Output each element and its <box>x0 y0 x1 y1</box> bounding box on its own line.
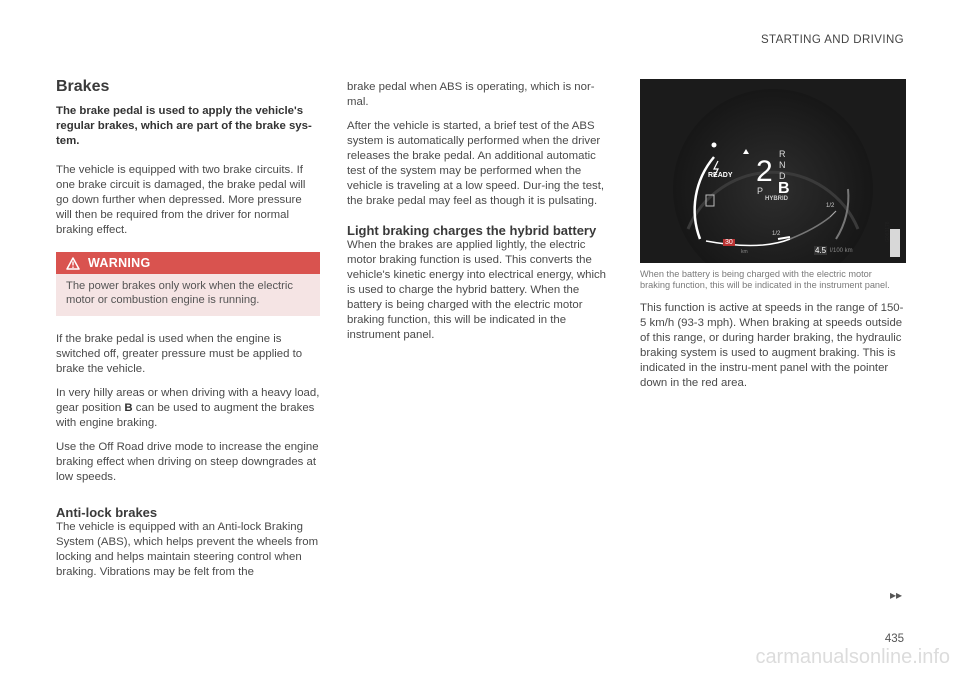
speed-readout: 30 <box>725 239 733 246</box>
figure-caption: When the battery is being charged with the electric motor braking function, this will be indicated in the instrument panel. <box>640 269 890 290</box>
gear-p: P <box>757 186 764 196</box>
page-number: 435 <box>884 633 904 645</box>
p3-before: In very hilly areas or when driving with a heavy load, gear position <box>56 387 320 414</box>
abs-heading: Anti-lock brakes <box>56 505 158 520</box>
watermark: carmanualsonline.info <box>755 646 950 668</box>
ready-label: READY <box>708 172 733 179</box>
abs-paragraph-1-cont: brake pedal when ABS is operating, which is nor-mal. <box>347 81 595 108</box>
abs-paragraph-2: After the vehicle is started, a brief test of the ABS system is automatically performed when the driver releases the brake pedal. An additional automatic test of the system may be performed when the vehicle is traveling at a low speed. Dur-ing the test, the brake pedal may feel as though it is pulsating. <box>347 120 605 207</box>
gear-b-label: B <box>124 402 133 414</box>
figure-code: G063178 <box>885 221 891 242</box>
speed-unit: km <box>741 249 748 255</box>
section-header: STARTING AND DRIVING <box>760 34 904 46</box>
consumption-readout: 4.5 <box>815 246 827 255</box>
warning-box <box>56 252 320 316</box>
gear-d: D <box>779 171 786 181</box>
brakes-paragraph-3 <box>56 386 320 431</box>
brakes-paragraph-1: The vehicle is equipped with two brake circuits. If one brake circuit is damaged, the brake pedal will go down further when depressed. More pressure will then be required from the driver for normal braking effect. <box>56 164 306 236</box>
column-3 <box>640 79 904 400</box>
gear-r: R <box>779 149 786 159</box>
column-2 <box>347 80 611 352</box>
hybrid-paragraph-2: This function is active at speeds in the range of 150-5 km/h (93-3 mph). When braking at speeds outside of this range, or during harder braking, the hydraulic braking system is used to augment braking. This is indicated in the instru-ment panel with the pointer down in the red area. <box>640 302 904 389</box>
warning-text: The power brakes only work when the electric motor or combustion engine is running. <box>66 280 293 306</box>
hybrid-mode-label: HYBRID <box>765 196 789 202</box>
gear-b: B <box>778 180 790 197</box>
warning-header <box>56 252 320 274</box>
charge-half-mark: 1/2 <box>772 231 781 237</box>
brakes-lead: The brake pedal is used to apply the vehicle's regular brakes, which are part of the brake sys-tem. <box>56 105 312 147</box>
p3-after: can be used to augment the brakes with engine braking. <box>56 402 315 429</box>
current-gear: 2 <box>756 155 773 188</box>
brakes-heading: Brakes <box>56 78 110 95</box>
warning-triangle-icon <box>66 257 80 270</box>
instrument-panel-figure <box>640 79 906 263</box>
hybrid-paragraph-1: When the brakes are applied lightly, the electric motor braking function is used. This converts the vehicle's kinetic energy into electrical energy, which is used to charge the hybrid battery. When the battery is being charged with the electric motor braking function, this will be indicated in the instrument panel. <box>347 239 607 341</box>
next-page-arrows-icon: ▸▸ <box>889 588 902 602</box>
column-1 <box>56 78 320 589</box>
fuel-half-mark: 1/2 <box>826 203 835 209</box>
abs-paragraph-1: The vehicle is equipped with an Anti-lock Braking System (ABS), which helps prevent the wheels from locking and helps maintain steering control when braking. Vibrations may be felt from the <box>56 521 319 578</box>
brakes-paragraph-2: If the brake pedal is used when the engine is switched off, greater pressure must be applied to brake the vehicle. <box>56 333 303 375</box>
gear-n: N <box>779 160 786 170</box>
warning-label: WARNING <box>88 256 151 270</box>
brakes-paragraph-4: Use the Off Road drive mode to increase the engine braking effect when driving on steep downgrades at low speeds. <box>56 441 319 483</box>
consumption-unit: l/100 km <box>830 248 853 254</box>
hybrid-heading: Light braking charges the hybrid battery <box>347 223 597 238</box>
